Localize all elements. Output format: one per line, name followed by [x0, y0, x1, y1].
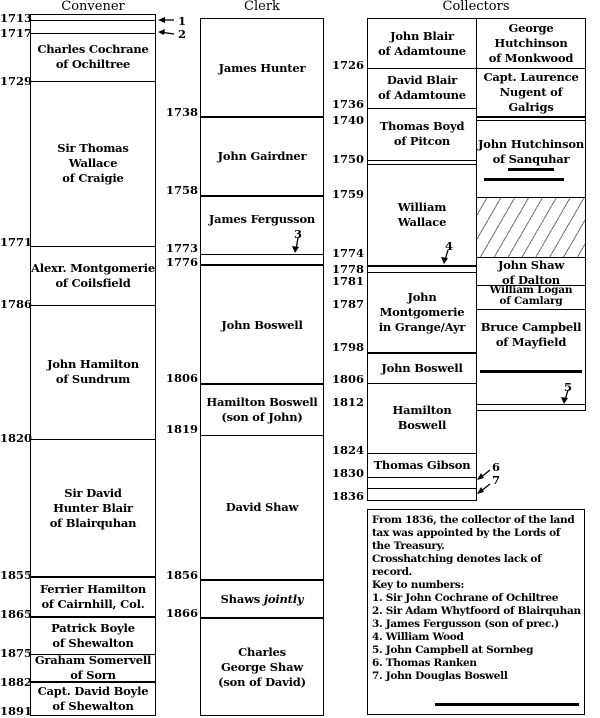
convener-patrick-boyle: Patrick Boyle of Shewalton	[51, 621, 135, 650]
clerk-year: 1856	[166, 568, 199, 582]
collector-william-logan: William Logan of Camlarg	[489, 284, 573, 307]
convener-hamilton: John Hamilton of Sundrum	[47, 357, 139, 386]
clerk-year: 1819	[166, 422, 199, 436]
legend-bottom-bar	[435, 703, 579, 706]
convener-cochrane: Charles Cochrane of Ochiltree	[37, 42, 149, 71]
clerk-year: 1738	[166, 105, 199, 119]
clerk-charles-shaw: Charles George Shaw (son of David)	[218, 644, 306, 689]
collector-thomas-gibson: Thomas Gibson	[373, 457, 471, 472]
collector-thomas-boyd: Thomas Boyd of Pitcon	[379, 119, 465, 148]
collector-year: 1830	[332, 466, 365, 480]
clerk-year: 1866	[166, 606, 199, 620]
collector-year: 1736	[332, 97, 365, 111]
legend-box	[367, 509, 585, 715]
collector-year: 1812	[332, 395, 365, 409]
collector-john-shaw: John Shaw of Dalton	[497, 258, 565, 287]
marker-label-3: 3	[294, 227, 303, 241]
clerk-header: Clerk	[244, 0, 280, 14]
legend-key-item: 4. William Wood	[372, 631, 464, 643]
legend-key-title: Key to numbers:	[372, 579, 465, 591]
marker-label-2: 2	[178, 27, 187, 41]
clerk-year: 1773	[166, 241, 199, 255]
collector-year: 1778	[332, 262, 365, 276]
legend-key-item: 5. John Campbell at Sornbeg	[372, 644, 534, 656]
convener-year: 1855	[0, 568, 33, 582]
clerk-year: 1806	[166, 371, 199, 385]
collector-bruce-campbell: Bruce Campbell of Mayfield	[480, 320, 582, 349]
legend-intro: From 1836, the collector of the land tax was appointed by the Lords of the Treasury.	[372, 514, 575, 552]
clerk-gairdner: John Gairdner	[217, 149, 307, 163]
collector-john-hutchinson: John Hutchinson of Sanquhar	[478, 137, 584, 166]
collector-year: 1787	[332, 297, 365, 311]
collector-year: 1750	[332, 152, 365, 166]
legend-key-item: 1. Sir John Cochrane of Ochiltree	[372, 592, 559, 604]
collector-year: 1806	[332, 372, 365, 386]
convener-year: 1729	[0, 74, 33, 88]
clerk-hamilton-boswell: Hamilton Boswell (son of John)	[206, 395, 318, 424]
collector-david-blair: David Blair of Adamtoune	[378, 73, 466, 102]
marker-label-5: 5	[564, 380, 573, 394]
collector-year: 1798	[332, 340, 365, 354]
convener-somervell: Graham Somervell of Sorn	[34, 652, 152, 682]
collector-year: 1740	[332, 113, 365, 127]
collector-hamilton-boswell: Hamilton Boswell	[392, 403, 452, 432]
collector-george-hutchinson: George Hutchinson of Monkwood	[488, 21, 574, 65]
convener-year: 1882	[0, 675, 33, 689]
collector-john-montgomerie: John Montgomerie in Grange/Ayr	[378, 290, 466, 334]
clerk-year: 1758	[166, 183, 199, 197]
convener-header: Convener	[61, 0, 125, 14]
convener-hunter-blair: Sir David Hunter Blair of Blairquhan	[49, 485, 137, 530]
marker-label-4: 4	[445, 239, 454, 253]
collector-john-blair: John Blair of Adamtoune	[378, 28, 466, 58]
legend-key-item: 3. James Fergusson (son of prec.)	[372, 618, 559, 630]
hutchinson-underline-bar	[508, 168, 554, 171]
collectors-header: Collectors	[442, 0, 510, 14]
convener-year: 1713	[0, 11, 33, 25]
collector-year: 1774	[332, 246, 365, 260]
collector-year: 1824	[332, 443, 365, 457]
legend-key-item: 2. Sir Adam Whytfoord of Blairquhan	[372, 605, 581, 617]
convener-year: 1891	[0, 704, 33, 718]
convener-year: 1771	[0, 235, 33, 249]
clerk-boswell: John Boswell	[221, 317, 303, 332]
marker-label-6: 6	[492, 460, 501, 474]
clerk-column	[200, 18, 324, 716]
convener-year: 1875	[0, 646, 33, 660]
convener-wallace: Sir Thomas Wallace of Craigie	[57, 141, 129, 185]
collector-year: 1759	[332, 187, 365, 201]
clerk-david-shaw: David Shaw	[225, 499, 299, 514]
collector-year: 1726	[332, 58, 365, 72]
legend-key-item: 7. John Douglas Boswell	[372, 670, 508, 682]
collector-john-boswell: John Boswell	[381, 361, 463, 375]
clerk-year: 1776	[166, 255, 199, 269]
convener-year: 1717	[0, 26, 33, 40]
marker-label-1: 1	[178, 14, 187, 28]
collector-laurence-nugent: Capt. Laurence Nugent of Galrigs	[483, 69, 579, 114]
collectors-left-column	[367, 18, 477, 501]
marker-label-7: 7	[492, 473, 501, 487]
collectors-right-column	[476, 18, 586, 411]
convener-david-boyle: Capt. David Boyle of Shewalton	[37, 684, 149, 713]
convener-year: 1786	[0, 297, 33, 311]
clerk-hunter: James Hunter	[218, 60, 306, 75]
clerk-shaws-jointly: Shaws jointly	[220, 591, 304, 606]
hutchinson-bar-2	[484, 178, 564, 181]
collector-year: 1781	[332, 274, 365, 288]
clerk-fergusson: James Fergusson	[208, 212, 316, 226]
legend-hatch-note: Crosshatching denotes lack of record.	[372, 553, 542, 578]
convener-column	[30, 14, 156, 716]
convener-montgomerie: Alexr. Montgomerie of Coilsfield	[31, 260, 155, 290]
convener-year: 1865	[0, 607, 33, 621]
campbell-bar	[480, 370, 582, 373]
legend-key-item: 6. Thomas Ranken	[372, 657, 477, 669]
convener-ferrier-hamilton: Ferrier Hamilton of Cairnhill, Col.	[39, 582, 147, 611]
collector-william-wallace: William Wallace	[397, 200, 447, 229]
crosshatch-no-record	[477, 198, 585, 257]
convener-year: 1820	[0, 431, 33, 445]
collector-year: 1836	[332, 489, 365, 503]
